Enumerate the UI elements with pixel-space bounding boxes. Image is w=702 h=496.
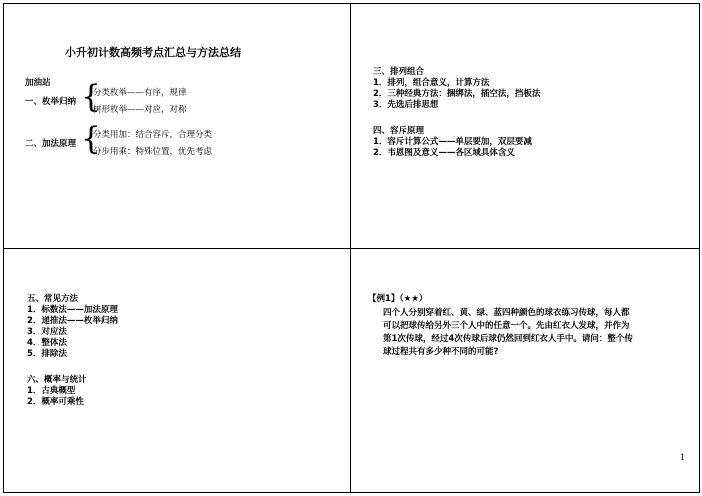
section3-heading: 三、排列组合 [373, 67, 425, 77]
section3-item-2: 2．三种经典方法：捆绑法，插空法，挡板法 [373, 89, 541, 99]
section1-item-1: 分类枚举——有序，规律 [93, 88, 187, 98]
section3-item-1: 1．排列，组合意义，计算方法 [373, 78, 490, 88]
section4-item-2: 2．韦恩图及意义——各区域具体含义 [373, 148, 515, 158]
subtitle-jiayouzhan: 加油站 [25, 78, 51, 88]
section5-item-1: 1．标数法——加法原理 [27, 305, 118, 315]
problem-line-3: 第1次传球，经过4次传球后球仍然回到红衣人手中。请问：整个传 [383, 334, 633, 344]
example-label: 【例1】（★★） [368, 294, 428, 304]
problem-line-4: 球过程共有多少种不同的可能? [383, 347, 499, 357]
page-number: 1 [680, 453, 686, 462]
section2-label: 二、加法原理 [25, 139, 77, 149]
section6-heading: 六、概率与统计 [27, 375, 87, 385]
section4-heading: 四、容斥原理 [373, 126, 425, 136]
section1-label: 一、枚举归纳 [25, 97, 77, 107]
section1-brace: { [81, 79, 101, 115]
problem-line-2: 可以把球传给另外三个人中的任意一个。先由红衣人发球，并作为 [383, 321, 630, 331]
section2-item-2: 分步用乘：特殊位置，优先考虑 [93, 147, 213, 157]
problem-line-1: 四个人分别穿着红、黄、绿、蓝四种颜色的球衣练习传球，每人都 [383, 308, 630, 318]
section5-item-4: 4．整体法 [27, 338, 67, 348]
section2-item-1: 分类用加：结合容斥，合理分类 [93, 130, 213, 140]
section6-item-1: 1．古典概型 [27, 386, 76, 396]
section3-item-3: 3．先选后排思想 [373, 100, 439, 110]
horizontal-divider [3, 248, 700, 249]
section2-brace: { [81, 121, 101, 157]
page-title: 小升初计数高频考点汇总与方法总结 [65, 46, 241, 59]
section1-item-2: 树形枚举——对应，对称 [93, 105, 187, 115]
section5-item-2: 2．递推法——枚举归纳 [27, 316, 118, 326]
section5-item-3: 3．对应法 [27, 327, 67, 337]
section5-item-5: 5．排除法 [27, 349, 67, 359]
section5-heading: 五、常见方法 [27, 294, 79, 304]
section4-item-1: 1．容斥计算公式——单层要加，双层要减 [373, 137, 532, 147]
section6-item-2: 2．概率可乘性 [27, 397, 84, 407]
